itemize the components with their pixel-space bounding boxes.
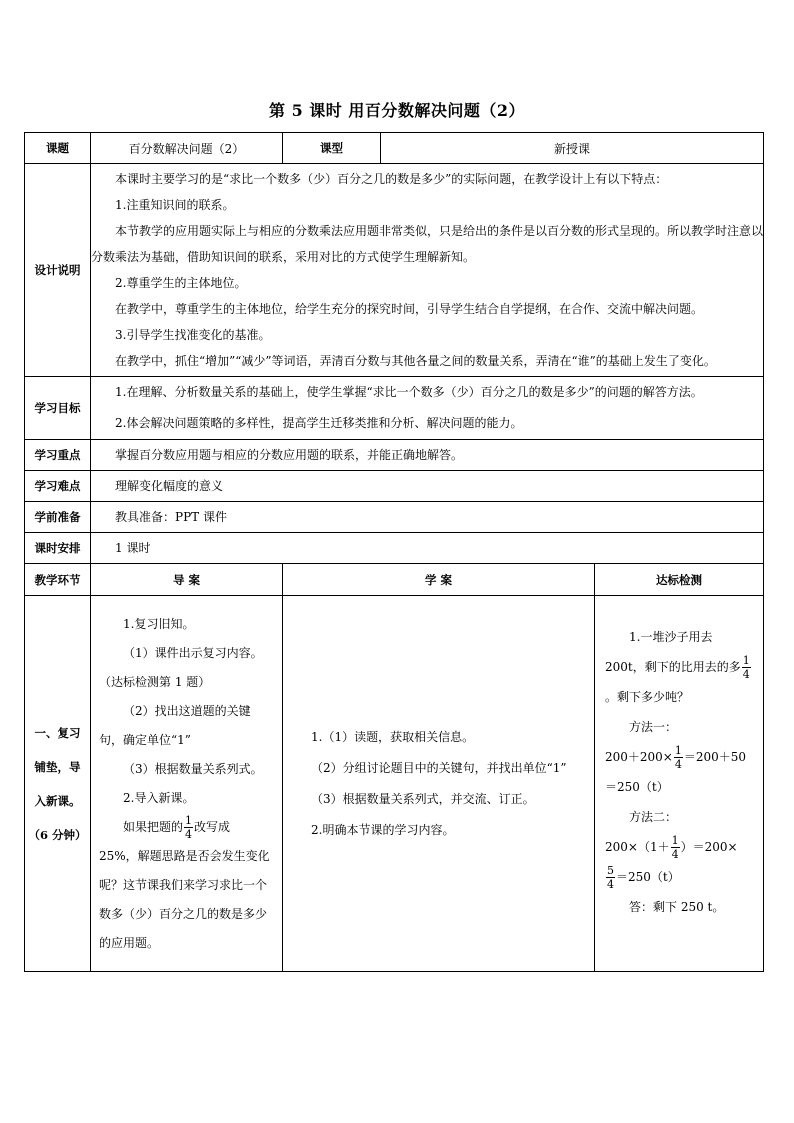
- guide-content: 1.复习旧知。 （1）课件出示复习内容。（达标检测第 1 题） （2）找出这道题的关键句，确定单位“1” （3）根据数量关系列式。 2.导入新课。 如果把题的 $\frac{1}{4}$ 改写成 25%，解题思路是否会发生变化呢？这节课我们来学习求比一个数多（少）百分之几的数是多少的应用题。: [91, 596, 283, 972]
- design-paragraph: 本节教学的应用题实际上与相应的分数乘法应用题非常类似，只是给出的条件是以百分数的形式呈现的。所以教学时注意以分数乘法为基础，借助知识间的联系，采用对比的方式使学生理解新知。: [91, 224, 764, 264]
- stage-header-row: [25, 564, 764, 596]
- stage-header: 教学环节: [25, 564, 91, 596]
- stage1-label: 一、复习 铺垫，导 入新课。 （6 分钟）: [25, 596, 91, 972]
- topic-label: 课题: [25, 133, 91, 164]
- fraction: $\frac{1}{4}$: [674, 744, 682, 771]
- topic-row: [25, 133, 764, 164]
- type-value: 新授课: [381, 133, 764, 164]
- schedule-row: [25, 533, 764, 564]
- goal-item: 2.体会解决问题策略的多样性，提高学生迁移类推和分析、解决问题的能力。: [115, 416, 523, 430]
- topic-value: 百分数解决问题（2）: [91, 133, 283, 164]
- design-paragraph: 2.尊重学生的主体地位。: [115, 276, 247, 290]
- goals-label: 学习目标: [25, 377, 91, 440]
- fraction: $\frac{1}{4}$: [185, 814, 193, 841]
- fraction: $\frac{5}{4}$: [607, 864, 614, 891]
- fraction: $\frac{1}{4}$: [671, 834, 679, 861]
- study-header: 学 案: [283, 564, 595, 596]
- goals-row: [25, 377, 764, 440]
- fraction: $\frac{1}{4}$: [742, 654, 750, 681]
- difficulty-row: [25, 471, 764, 502]
- design-content: [91, 164, 764, 377]
- lesson-plan-table: [24, 132, 764, 972]
- design-label: 设计说明: [25, 164, 91, 377]
- guide-header: 导 案: [91, 564, 283, 596]
- prep-label: 学前准备: [25, 502, 91, 533]
- keypoint-value: 掌握百分数应用题与相应的分数应用题的联系，并能正确地解答。: [115, 448, 464, 462]
- prep-row: [25, 502, 764, 533]
- goals-content: [91, 377, 764, 440]
- check-content: 1.一堆沙子用去 200t，剩下的比用去的多 $\frac{1}{4}$ 。剩下多少吨？ 方法一： 200＋200× $\frac{1}{4}$ ＝200＋50 ＝250（t） 方法二： 200×（1＋ $\frac{1}{4}$ ）＝200× $\frac{5}{4}$ ＝250（t） 答：剩下 250 t。: [595, 596, 764, 972]
- study-content: 1.（1）读题，获取相关信息。 （2）分组讨论题目中的关键句，并找出单位“1” （3）根据数量关系列式，并交流、订正。 2.明确本节课的学习内容。: [283, 596, 595, 972]
- design-paragraph: 在教学中，抓住“增加”“减少”等词语，弄清百分数与其他各量之间的数量关系，弄清在“谁”的基础上发生了变化。: [115, 354, 716, 368]
- design-paragraph: 1.注重知识间的联系。: [115, 198, 235, 212]
- design-paragraph: 在教学中，尊重学生的主体地位，给学生充分的探究时间，引导学生结合自学提纲，在合作、交流中解决问题。: [115, 302, 704, 316]
- page-title: 第 5 课时 用百分数解决问题（2）: [269, 101, 525, 120]
- type-label: 课型: [283, 133, 381, 164]
- difficulty-value: 理解变化幅度的意义: [115, 479, 224, 493]
- keypoint-label: 学习重点: [25, 440, 91, 471]
- schedule-label: 课时安排: [25, 533, 91, 564]
- schedule-value: 1 课时: [115, 541, 151, 555]
- prep-value: 教具准备：PPT 课件: [115, 510, 227, 524]
- stage1-row: [25, 596, 764, 972]
- goal-item: 1.在理解、分析数量关系的基础上，使学生掌握“求比一个数多（少）百分之几的数是多少”的问题的解答方法。: [115, 385, 703, 399]
- design-row: [25, 164, 764, 377]
- design-paragraph: 3.引导学生找准变化的基准。: [115, 328, 271, 342]
- keypoint-row: [25, 440, 764, 471]
- difficulty-label: 学习难点: [25, 471, 91, 502]
- design-paragraph: 本课时主要学习的是“求比一个数多（少）百分之几的数是多少”的实际问题，在教学设计上有以下特点：: [115, 172, 668, 186]
- check-header: 达标检测: [595, 564, 764, 596]
